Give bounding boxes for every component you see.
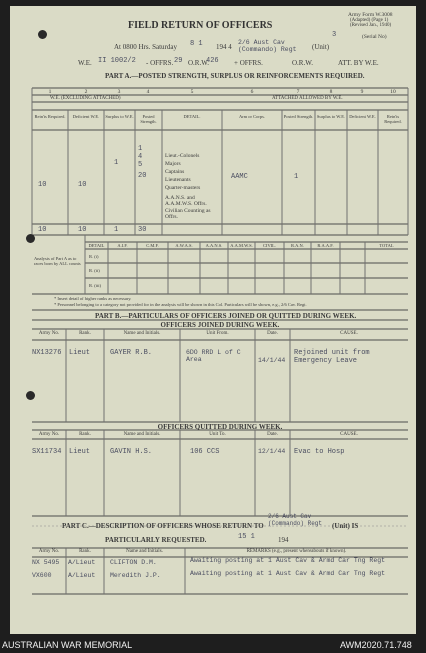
form-revised: (Revised Jan., 1940)	[350, 23, 392, 28]
detail-row-label: Civilian Counting as Offrs.	[165, 208, 211, 220]
analysis-header: DETAIL	[88, 243, 105, 248]
total-value: 30	[138, 226, 147, 234]
part-a-header: Surplus to W.E.	[316, 114, 346, 119]
total-value: 1	[114, 226, 119, 234]
analysis-header: A.A.N.S.	[205, 243, 223, 248]
unit-label: (Unit)	[312, 43, 330, 51]
column-number: 7	[296, 89, 300, 95]
part-a-header: Arm or Corps.	[238, 114, 266, 119]
document-sheet	[10, 6, 416, 634]
joined-cause: Rejoined unit from Emergency Leave	[294, 349, 370, 365]
analysis-row-label: R. (ii)	[89, 268, 100, 273]
punch-hole-top	[38, 30, 47, 39]
analysis-header: C.M.F.	[146, 243, 159, 248]
form-id: Army Form W.3008	[348, 12, 393, 18]
total-value: 10	[38, 226, 47, 234]
part-c-unit-label: (Unit) IS	[332, 522, 359, 530]
table-header: Date.	[267, 432, 278, 437]
we-excluding-label: W.E. (EXCLUDING ATTACHED)	[50, 96, 121, 101]
column-number: 10	[390, 89, 396, 95]
part-c-date: 15 1	[238, 533, 255, 541]
orw2-label: O.R.W.	[292, 59, 313, 67]
column-number: 1	[48, 89, 52, 95]
column-number: 4	[146, 89, 150, 95]
part-c-year: 194	[278, 536, 289, 544]
joined-army-no: NX13276	[32, 349, 62, 357]
footnote-1: * Insert detail of higher ranks as necessary.	[54, 296, 132, 301]
part-b-title: PART B.—PARTICULARS OF OFFICERS JOINED OR QUITTED DURING WEEK.	[95, 312, 357, 320]
part-a-header: Deficient W.E.	[72, 114, 100, 119]
part-a-header: Deficient W.E.	[349, 114, 376, 119]
part-c-header: Rank.	[79, 549, 91, 554]
part-c-header: Name and Initials.	[126, 549, 163, 554]
analysis-header: R.A.A.F.	[317, 243, 334, 248]
form-adapted: (Adapted) (Page 1)	[350, 18, 389, 23]
posted-value: 5	[138, 161, 143, 169]
at-date: 8 1	[190, 40, 203, 48]
we-value: II 1002/2	[98, 57, 136, 65]
footer-accession: AWM2020.71.748	[340, 640, 412, 650]
analysis-label: Analysis of Part A as to races born by ALL counts	[34, 256, 81, 266]
quitted-date: 12/1/44	[258, 448, 286, 455]
posted-value: 20	[138, 172, 147, 180]
analysis-row-label: R. (i)	[89, 254, 99, 259]
part-c-name: Meredith J.P.	[110, 572, 161, 579]
part-c-rank: A/Lieut	[68, 559, 96, 566]
rein-value: 10	[38, 181, 47, 189]
part-a-title: PART A.—POSTED STRENGTH, SURPLUS OR REINFORCEMENTS REQUIRED.	[105, 72, 365, 80]
analysis-header: A.I.F.	[117, 243, 128, 248]
part-a-header: Posted Strength.	[283, 114, 314, 119]
particularly-label: PARTICULARLY REQUESTED.	[105, 536, 207, 544]
part-c-title: PART C.—DESCRIPTION OF OFFICERS WHOSE RETURN TO	[62, 522, 264, 530]
punch-hole-bottom	[26, 391, 35, 400]
joined-unit: 6DO RRD L of C Area	[186, 349, 241, 363]
quitted-name: GAVIN H.S.	[110, 448, 153, 456]
posted-value: 4	[138, 153, 143, 161]
table-header: Name and Initials.	[123, 432, 161, 437]
quitted-rank: Lieut	[69, 448, 91, 456]
part-c-remarks: Awaiting posting at 1 Aust Cav & Armd Car Tng Regt	[190, 570, 386, 577]
offrs-value: 29	[174, 57, 183, 65]
orw-value: 426	[206, 57, 219, 65]
surplus-value: 1	[114, 159, 119, 167]
detail-row-label: A.A.N.S. and A.A.M.W.S. Offrs.	[165, 195, 207, 207]
table-header: CAUSE.	[340, 432, 358, 437]
table-header: Army No.	[38, 432, 60, 437]
part-a-header: Surplus to W.E.	[105, 114, 134, 119]
part-a-header: Rein'ts Required.	[384, 114, 402, 124]
posted-value: 1	[138, 145, 143, 153]
analysis-header: A.W.A.S.	[175, 243, 193, 248]
attached-posted-value: 1	[294, 173, 299, 181]
quitted-title: OFFICERS QUITTED DURING WEEK.	[157, 423, 283, 431]
part-c-unit-value: 2/6 Aust Cav (Commando) Regt	[268, 513, 323, 527]
column-number: 5	[190, 89, 194, 95]
part-a-header: Posted Strength.	[140, 114, 157, 124]
table-header: Unit From.	[206, 331, 229, 336]
at-label: At 0800 Hrs. Saturday	[114, 43, 177, 51]
joined-date: 14/1/44	[258, 357, 286, 364]
joined-name: GAYER R.B.	[110, 349, 153, 357]
part-c-header: Army No.	[38, 549, 60, 554]
part-c-name: CLIFTON D.M.	[110, 559, 157, 566]
total-value: 10	[78, 226, 87, 234]
part-a-header: Rein'ts Required.	[34, 114, 66, 119]
part-c-army-no: VX600	[32, 572, 52, 579]
table-header: CAUSE.	[340, 331, 358, 336]
detail-row-label: Majors	[165, 161, 181, 167]
analysis-row-label: R. (iii)	[89, 283, 101, 288]
serial-value: 3	[332, 31, 337, 39]
table-header: Army No.	[38, 331, 60, 336]
deficient-value: 10	[78, 181, 87, 189]
punch-hole-middle	[26, 234, 35, 243]
year: 194 4	[216, 43, 232, 51]
table-header: Name and Initials.	[123, 331, 161, 336]
footer-collection: AUSTRALIAN WAR MEMORIAL	[2, 640, 133, 650]
part-c-remarks: Awaiting posting at 1 Aust Cav & Armd Car Tng Regt	[190, 557, 386, 564]
column-number: 6	[250, 89, 254, 95]
part-a-header: DETAIL.	[183, 114, 201, 119]
analysis-header: R.A.N.	[291, 243, 304, 248]
analysis-header: A.A.M.W.S.	[230, 243, 253, 248]
analysis-header: CIVIL.	[262, 243, 277, 248]
part-c-rank: A/Lieut	[68, 572, 96, 579]
attached-allowed-label: ATTACHED ALLOWED BY W.E.	[272, 96, 343, 101]
quitted-cause: Evac to Hosp	[294, 448, 345, 456]
table-header: Unit To.	[209, 432, 226, 437]
joined-title: OFFICERS JOINED DURING WEEK.	[160, 321, 280, 329]
form-title: FIELD RETURN OF OFFICERS	[128, 20, 273, 31]
serial-label: (Serial No)	[362, 34, 387, 40]
table-header: Date.	[267, 331, 278, 336]
part-c-header: REMARKS (e.g., present whereabouts if known).	[246, 549, 347, 554]
analysis-header: TOTAL	[379, 243, 394, 248]
part-c-army-no: NX 5495	[32, 559, 60, 566]
unit-value: 2/6 Aust Cav (Commando) Regt	[238, 39, 297, 53]
att-label: ATT. BY W.E.	[338, 59, 379, 67]
detail-row-label: Quarter-masters	[165, 185, 201, 191]
orw-label: O.R.W.	[188, 59, 209, 67]
detail-row-label: Captains	[165, 169, 185, 175]
table-header: Rank.	[79, 331, 91, 336]
joined-rank: Lieut	[69, 349, 91, 357]
detail-row-label: Lieutenants	[165, 177, 191, 183]
column-number: 8	[329, 89, 333, 95]
quitted-army-no: SX11734	[32, 448, 62, 456]
column-number: 3	[117, 89, 121, 95]
column-number: 2	[84, 89, 88, 95]
column-number: 9	[360, 89, 364, 95]
footnote-2: * Personnel belonging to a category not provided for in the analysis will be shown in this Col. Particulars will be shown, e.g., 2/6 Cav. Regt.	[54, 302, 307, 307]
offrs-label: - OFFRS.	[146, 59, 174, 67]
arm-corps-value: AAMC	[231, 173, 248, 181]
table-header: Rank.	[79, 432, 91, 437]
we-label: W.E.	[78, 59, 92, 67]
detail-row-label: Lieut.-Colonels	[165, 153, 200, 159]
plus-offrs-label: + OFFRS.	[234, 59, 263, 67]
quitted-unit: 106 CCS	[190, 448, 220, 456]
